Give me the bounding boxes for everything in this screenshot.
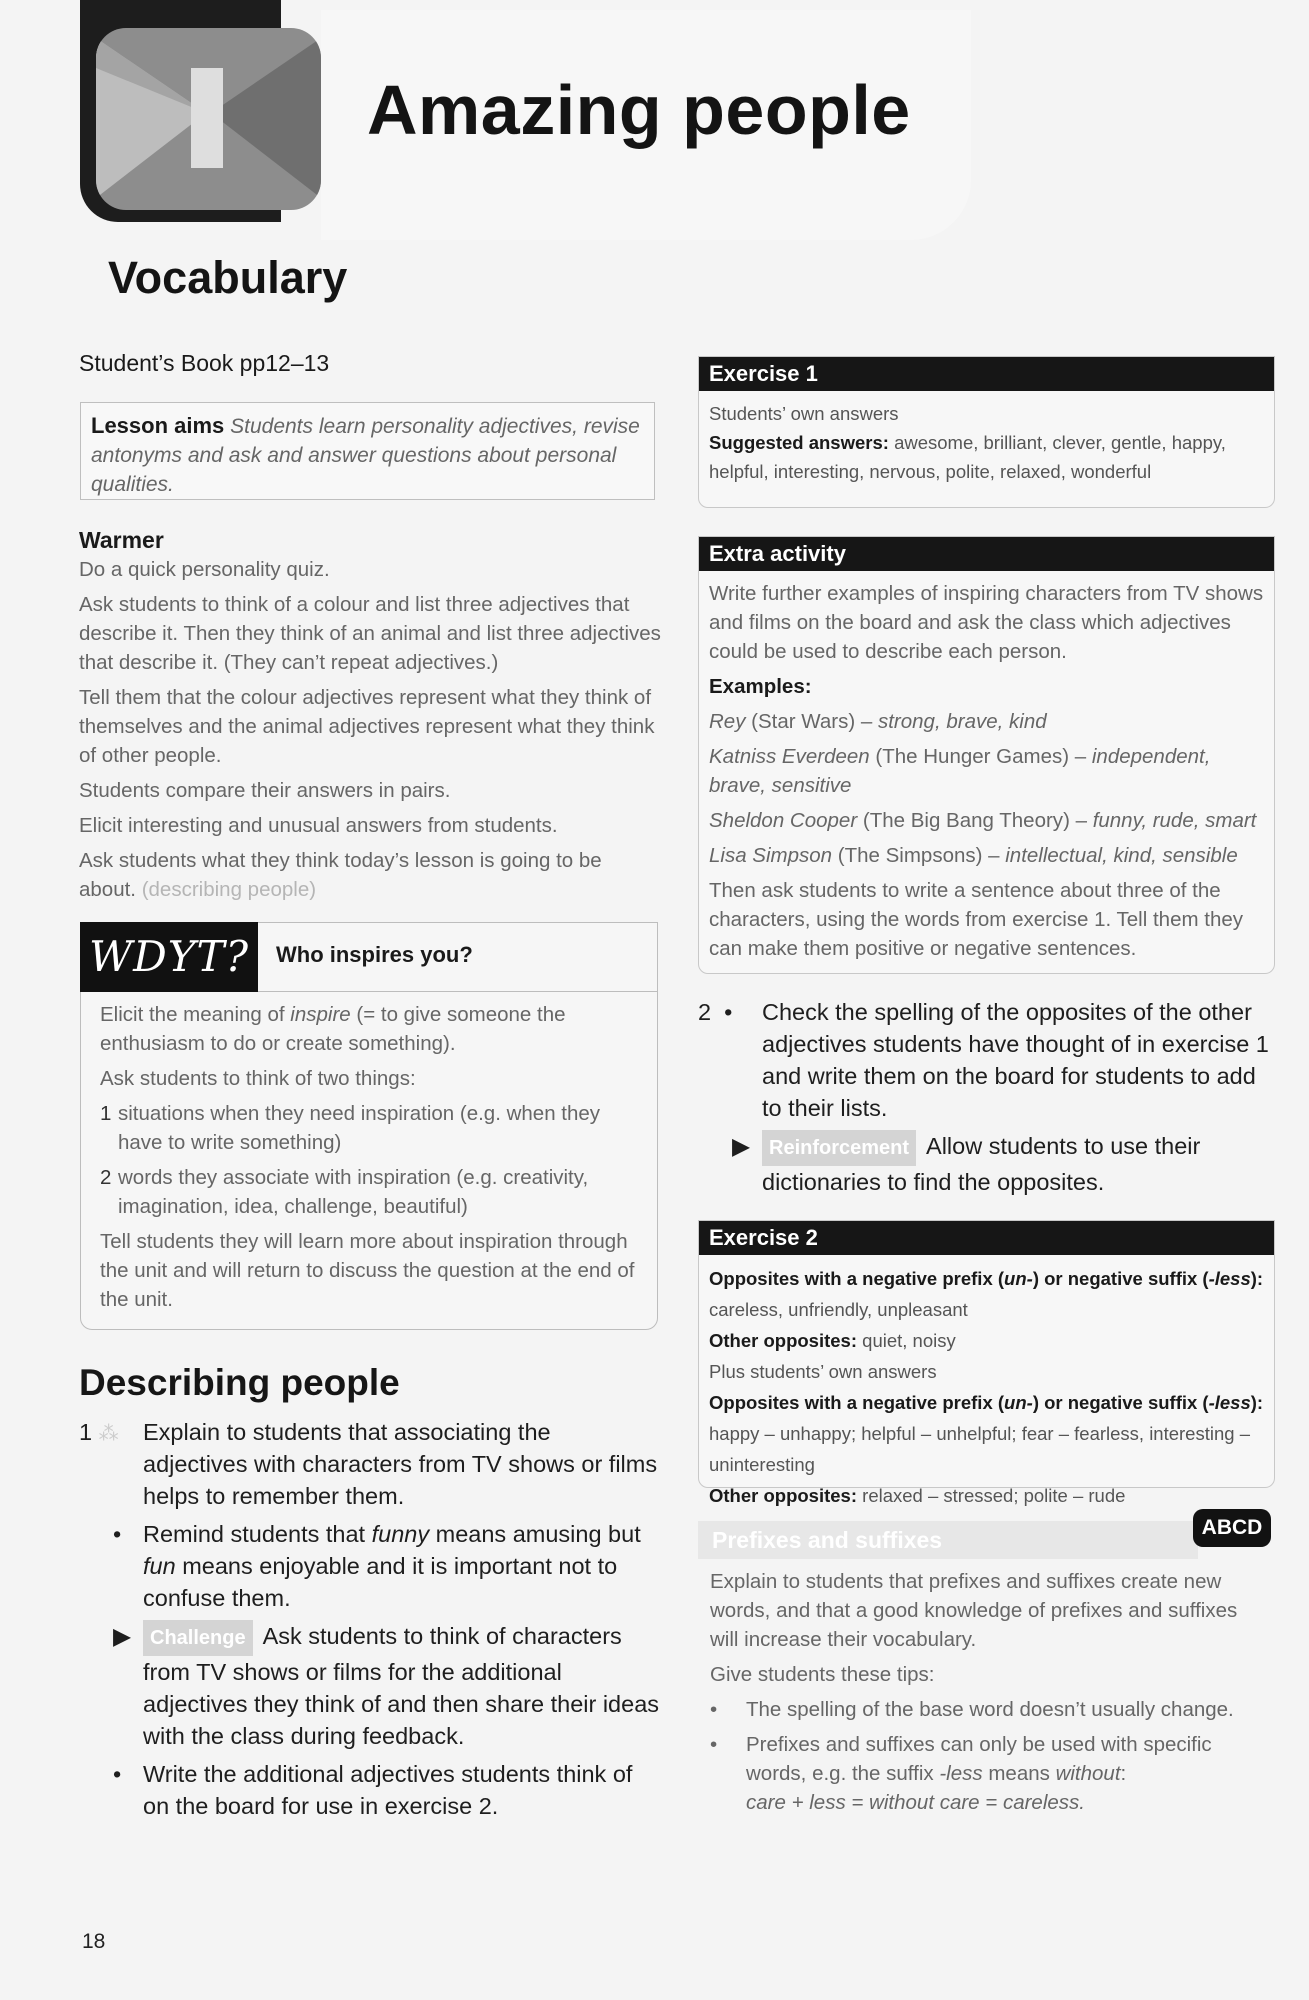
answer-label: Other opposites: (709, 1330, 858, 1351)
text-span: Remind students that (143, 1521, 372, 1547)
chapter-number-tile (96, 28, 321, 210)
example-adjectives: strong, brave, kind (877, 710, 1047, 733)
pair-work-icon: ⁂ (98, 1423, 119, 1445)
extra-paragraph: Then ask students to write a sentence about three of the characters, using the words from exercise 1. Tell them they can make them positive or negative sentences. (709, 879, 1243, 960)
lesson-aims-box (80, 402, 655, 500)
exercise-1-heading: Exercise 1 (699, 357, 1274, 391)
warmer-hint: (describing people) (141, 878, 317, 901)
example-line: Rey (Star Wars) – strong, brave, kind (709, 710, 1047, 733)
abcd-badge: ABCD (1193, 1509, 1271, 1547)
tip-text (746, 1730, 1270, 1817)
bullet-text: Write the additional adjectives students think of on the board for use in exercise 2. (143, 1761, 633, 1819)
example-name: Lisa Simpson (709, 844, 833, 867)
text-span: : (1120, 1762, 1127, 1785)
tip-text: The spelling of the base word doesn’t usually change. (746, 1698, 1234, 1721)
step-num-text: 1 (79, 1419, 93, 1445)
example-line: Lisa Simpson (The Simpsons) – intellectual, kind, sensible (709, 844, 1238, 867)
step-num-text: 2 (698, 999, 712, 1025)
example-name: Katniss Everdeen (709, 745, 870, 768)
text-italic: -less (1208, 1268, 1251, 1289)
answer-label (709, 1392, 1263, 1413)
example-line: Katniss Everdeen (The Hunger Games) – independent, brave, sensitive (709, 745, 1211, 797)
text-span: ) or negative suffix ( (1032, 1392, 1209, 1413)
exercise-1-body (699, 391, 1274, 494)
wdyt-list-item (100, 1163, 640, 1221)
text-span: Prefixes and suffixes can only be used with specific words, e.g. the suffix (746, 1733, 1212, 1785)
answer-line: Plus students’ own answers (709, 1361, 937, 1382)
wdyt-paragraph: Tell students they will learn more about inspiration through the unit and will return to discuss the question at the end of the unit. (100, 1230, 635, 1311)
answer-label (709, 1268, 1263, 1289)
step-1 (79, 1416, 659, 1828)
warmer-paragraph: Ask students to think of a colour and list three adjectives that describe it. Then they think of an animal and list three adjectives that describe it. (They can’t repeat adjectives.) (79, 593, 661, 674)
text-italic: funny (371, 1521, 430, 1547)
exercise-1-box (698, 356, 1275, 508)
item-text: situations when they need inspiration (e.g. when they have to write something) (118, 1102, 601, 1154)
text-italic: un- (1004, 1268, 1033, 1289)
example-show: The Big Bang Theory (869, 809, 1064, 832)
prefixes-heading: Prefixes and suffixes (698, 1521, 1198, 1559)
prefixes-paragraph: Explain to students that prefixes and suffixes create new words, and that a good knowledge of prefixes and suffixes will increase their vocabulary. (710, 1570, 1238, 1651)
warmer-paragraph (79, 846, 664, 904)
extra-activity-box (698, 536, 1275, 974)
text-span: Opposites with a negative prefix ( (709, 1268, 1005, 1289)
step-number: 2 • (698, 999, 733, 1025)
answer-label: Other opposites: (709, 1485, 858, 1506)
answer-line (709, 1263, 1264, 1325)
lesson-aims-text: Students learn personality adjectives, revise antonyms and ask and answer questions about personal qualities. (91, 415, 640, 496)
answer-line (709, 1480, 1264, 1511)
prefixes-body (710, 1567, 1270, 1823)
tip-item (710, 1695, 1270, 1724)
example-line: Sheldon Cooper (The Big Bang Theory) – funny, rude, smart (709, 809, 1257, 832)
step-text: Check the spelling of the opposites of the other adjectives students have thought of in exercise 1 and write them on the board for students to add to their lists. (762, 999, 1269, 1121)
reinforcement-item (698, 1130, 1278, 1198)
text-span: ): (1250, 1392, 1264, 1413)
text-span: means (982, 1762, 1056, 1785)
text-italic: care + less = without care = careless. (746, 1791, 1085, 1814)
warmer-section (79, 525, 664, 910)
exercise-2-body (699, 1255, 1274, 1519)
text-italic: fun (143, 1553, 176, 1579)
reinforcement-tag: Reinforcement (762, 1130, 916, 1166)
text-span: Ask students to think of characters from TV shows or films for the additional adjectives they think of and then share their ideas with the class during feedback. (143, 1623, 660, 1749)
text-italic: -less (1208, 1392, 1251, 1413)
example-show: The Simpsons (844, 844, 976, 867)
example-adjectives: independent, brave, sensitive (709, 745, 1211, 797)
wdyt-list-item (100, 1099, 640, 1157)
item-number: 1 (100, 1102, 112, 1125)
text-span: ): (1250, 1268, 1264, 1289)
text-span: ) or negative suffix ( (1032, 1268, 1209, 1289)
answer-line (709, 428, 1264, 486)
answer-line (709, 1325, 1264, 1356)
bullet-icon: • (113, 1761, 122, 1787)
warmer-heading: Warmer (79, 527, 164, 553)
answer-text: relaxed – stressed; polite – rude (862, 1485, 1126, 1506)
bullet-text (143, 1518, 659, 1614)
wdyt-question: Who inspires you? (276, 942, 473, 967)
bullet-icon: • (710, 1733, 718, 1756)
text-italic: un- (1004, 1392, 1033, 1413)
answer-line: Students’ own answers (709, 403, 899, 424)
text-span: means enjoyable and it is important not to confuse them. (143, 1553, 618, 1611)
text-span: (= to give someone the enthusiasm to do or create something). (100, 1003, 566, 1055)
warmer-last-line: Ask students what they think today’s lesson is going to be about. (79, 849, 602, 901)
arrow-icon: ▶ (113, 1623, 132, 1649)
step-intro (79, 1416, 659, 1512)
wdyt-paragraph: Ask students to think of two things: (100, 1067, 416, 1090)
answer-text: quiet, noisy (862, 1330, 956, 1351)
item-number: 2 (100, 1166, 112, 1189)
example-name: Sheldon Cooper (709, 809, 858, 832)
step-2-bullet (698, 996, 1278, 1124)
step-text: Explain to students that associating the adjectives with characters from TV shows or films helps to remember them. (143, 1419, 658, 1509)
extra-paragraph: Write further examples of inspiring characters from TV shows and films on the board and ask the class which adjectives could be used to describe each person. (709, 582, 1264, 663)
reinforcement-text (762, 1130, 1278, 1198)
answer-line: happy – unhappy; helpful – unhelpful; fear – fearless, interesting – uninteresting (709, 1423, 1250, 1475)
answer-text: careless, unfriendly, unpleasant (709, 1299, 968, 1320)
warmer-paragraph: Do a quick personality quiz. (79, 558, 330, 581)
bullet-icon: • (710, 1698, 718, 1721)
wdyt-header (80, 922, 658, 992)
example-show: Star Wars (758, 710, 849, 733)
exercise-2-box (698, 1220, 1275, 1506)
step-2 (698, 996, 1278, 1204)
example-show: The Hunger Games (882, 745, 1063, 768)
exercise-2-heading: Exercise 2 (699, 1221, 1274, 1255)
section-title: Vocabulary (108, 252, 348, 303)
text-span: Opposites with a negative prefix ( (709, 1392, 1005, 1413)
text-span: Elicit the meaning of (100, 1003, 291, 1026)
lesson-aims-label: Lesson aims (91, 413, 225, 438)
text-span: means amusing but (429, 1521, 641, 1547)
text-span: Allow students to use their dictionaries to find the opposites. (762, 1133, 1201, 1195)
answer-line (709, 1387, 1264, 1418)
item-text: words they associate with inspiration (e.g. creativity, imagination, idea, challenge, beautiful) (118, 1166, 589, 1218)
challenge-tag: Challenge (143, 1620, 253, 1656)
example-name: Rey (709, 710, 746, 733)
tip-item (710, 1730, 1270, 1817)
step-number (79, 1416, 143, 1512)
page-number: 18 (82, 1930, 106, 1953)
example-adjectives: intellectual, kind, sensible (1005, 844, 1238, 867)
describing-heading: Describing people (79, 1362, 400, 1403)
text-italic: without (1055, 1762, 1121, 1785)
extra-activity-heading: Extra activity (699, 537, 1274, 571)
answer-text: awesome, brilliant, clever, gentle, happy, helpful, interesting, nervous, polite, relaxed, wonderful (709, 432, 1226, 482)
text-italic: -less (939, 1762, 983, 1785)
chapter-number (191, 68, 223, 168)
bullet-item (79, 1758, 659, 1822)
wdyt-logo: WDYT? (80, 922, 258, 992)
arrow-icon: ▶ (732, 1133, 751, 1159)
examples-label: Examples: (709, 675, 812, 698)
warmer-paragraph: Students compare their answers in pairs. (79, 779, 451, 802)
warmer-paragraph: Elicit interesting and unusual answers from students. (79, 814, 558, 837)
challenge-text (143, 1620, 659, 1752)
text-italic: inspire (290, 1003, 351, 1026)
example-adjectives: funny, rude, smart (1092, 809, 1257, 832)
bullet-icon: • (113, 1521, 122, 1547)
answer-label: Suggested answers: (709, 432, 889, 453)
wdyt-paragraph (100, 1000, 640, 1058)
challenge-item (79, 1620, 659, 1752)
extra-activity-body (699, 571, 1274, 977)
prefixes-paragraph: Give students these tips: (710, 1663, 935, 1686)
book-reference: Student’s Book pp12–13 (79, 350, 330, 376)
bullet-item (79, 1518, 659, 1614)
warmer-paragraph: Tell them that the colour adjectives represent what they think of themselves and the animal adjectives represent what they think of other people. (79, 686, 655, 767)
wdyt-body (100, 1000, 640, 1320)
chapter-title: Amazing people (367, 71, 911, 149)
